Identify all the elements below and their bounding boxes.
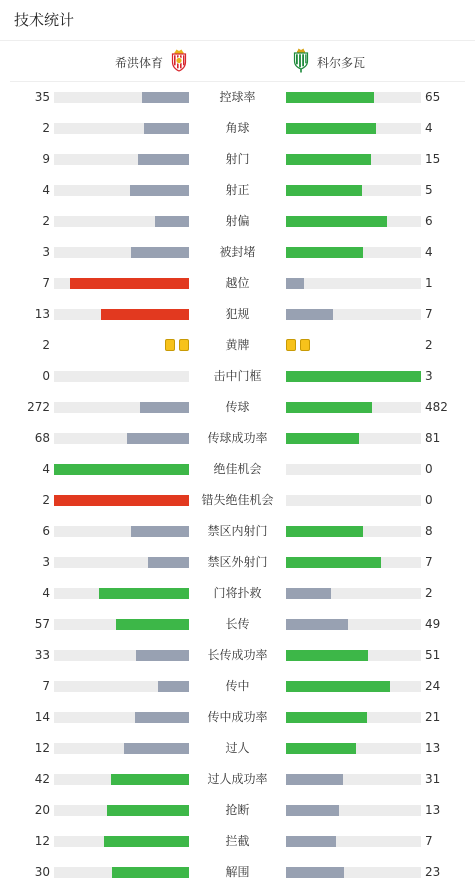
page-title: 技术统计 — [14, 11, 75, 29]
away-bar-fill — [286, 371, 421, 382]
away-stat-value: 7 — [425, 555, 433, 569]
home-stat-value: 4 — [42, 586, 50, 600]
home-bar-fill — [112, 867, 189, 878]
home-bar-track — [54, 588, 189, 599]
away-stat-value: 4 — [425, 245, 433, 259]
team-header — [0, 44, 475, 80]
away-bar-fill — [286, 836, 336, 847]
away-bar-fill — [286, 309, 333, 320]
home-stat-value: 6 — [42, 524, 50, 538]
stat-row — [0, 516, 475, 547]
away-stat-value: 13 — [425, 741, 441, 755]
away-stat-value: 23 — [425, 865, 441, 879]
home-bar-track — [54, 216, 189, 227]
away-bar-track — [286, 278, 421, 289]
home-stat-value: 7 — [42, 276, 50, 290]
home-bar-fill — [124, 743, 189, 754]
away-bar-track — [286, 619, 421, 630]
away-stat-value: 4 — [425, 121, 433, 135]
home-bar-fill — [142, 92, 189, 103]
stat-row — [0, 547, 475, 578]
stat-label: 拦截 — [225, 834, 250, 848]
stat-row — [0, 82, 475, 113]
stat-label: 过人成功率 — [207, 772, 268, 786]
home-bar-track — [54, 836, 189, 847]
home-stat-value: 2 — [42, 493, 50, 507]
stat-row — [0, 237, 475, 268]
away-bar-track — [286, 247, 421, 258]
away-bar-track — [286, 526, 421, 537]
stat-row — [0, 764, 475, 795]
home-bar-track — [54, 371, 189, 382]
home-stat-value: 12 — [34, 741, 50, 755]
stat-label: 门将扑救 — [213, 586, 262, 600]
stat-row — [0, 671, 475, 702]
away-bar-fill — [286, 588, 331, 599]
away-bar-fill — [286, 278, 304, 289]
yellow-card-icon — [179, 339, 189, 351]
away-bar-fill — [286, 805, 339, 816]
title-divider — [0, 40, 475, 41]
home-bar-fill — [131, 526, 189, 537]
home-bar-fill — [116, 619, 189, 630]
stat-row — [0, 330, 475, 361]
away-bar-track — [286, 123, 421, 134]
home-bar-track — [54, 619, 189, 630]
home-stat-value: 4 — [42, 183, 50, 197]
home-stat-value: 12 — [34, 834, 50, 848]
away-bar-track — [286, 836, 421, 847]
home-bar-track — [54, 402, 189, 413]
away-stat-value: 3 — [425, 369, 433, 383]
stat-row — [0, 609, 475, 640]
stat-label: 射正 — [225, 183, 250, 197]
home-bar-track — [54, 123, 189, 134]
away-stat-value: 21 — [425, 710, 441, 724]
away-stat-value: 8 — [425, 524, 433, 538]
away-bar-track — [286, 433, 421, 444]
stat-label: 传球成功率 — [207, 431, 268, 445]
home-bar-fill — [140, 402, 189, 413]
stat-row — [0, 392, 475, 423]
away-stat-value: 0 — [425, 462, 433, 476]
stat-label: 传球 — [225, 400, 250, 414]
away-stat-value: 65 — [425, 90, 441, 104]
away-bar-fill — [286, 402, 372, 413]
home-bar-track — [54, 154, 189, 165]
away-bar-track — [286, 588, 421, 599]
stat-row — [0, 826, 475, 857]
yellow-card-icon — [165, 339, 175, 351]
away-team-name: 科尔多瓦 — [317, 55, 366, 70]
home-bar-fill — [135, 712, 189, 723]
home-bar-track — [54, 557, 189, 568]
away-stat-value: 51 — [425, 648, 441, 662]
away-bar-fill — [286, 774, 343, 785]
away-bar-track — [286, 402, 421, 413]
away-bar-track — [286, 557, 421, 568]
home-stat-value: 7 — [42, 679, 50, 693]
stat-label: 被封堵 — [219, 245, 256, 259]
stat-label: 过人 — [225, 741, 250, 755]
stat-row — [0, 857, 475, 888]
home-stat-value: 30 — [34, 865, 50, 879]
home-bar-track — [54, 743, 189, 754]
away-bar-fill — [286, 743, 356, 754]
away-bar-track — [286, 464, 421, 475]
home-bar-fill — [54, 464, 189, 475]
away-stat-value: 49 — [425, 617, 441, 631]
away-bar-track — [286, 743, 421, 754]
home-team[interactable] — [115, 44, 187, 80]
home-bar-track — [54, 650, 189, 661]
stat-row — [0, 454, 475, 485]
away-bar-fill — [286, 681, 390, 692]
away-bar-fill — [286, 247, 363, 258]
away-bar-track — [286, 185, 421, 196]
home-bar-fill — [131, 247, 189, 258]
home-stat-value: 68 — [34, 431, 50, 445]
stat-row — [0, 268, 475, 299]
home-bar-track — [54, 805, 189, 816]
stat-row — [0, 144, 475, 175]
stat-label: 击中门框 — [213, 369, 262, 383]
home-bar-track — [54, 247, 189, 258]
away-bar-track — [286, 92, 421, 103]
home-bar-fill — [54, 495, 189, 506]
yellow-card-icon — [286, 339, 296, 351]
home-bar-track — [54, 309, 189, 320]
stat-label: 解围 — [225, 865, 250, 879]
stat-label: 控球率 — [219, 90, 256, 104]
away-bar-fill — [286, 154, 371, 165]
away-yellow-cards — [286, 339, 310, 351]
away-bar-track — [286, 650, 421, 661]
home-bar-track — [54, 185, 189, 196]
home-stat-value: 13 — [34, 307, 50, 321]
home-bar-track — [54, 464, 189, 475]
home-stat-value: 9 — [42, 152, 50, 166]
away-stat-value: 2 — [425, 338, 433, 352]
home-bar-fill — [136, 650, 189, 661]
sporting-gijon-crest-icon — [171, 48, 187, 76]
home-stat-value: 14 — [34, 710, 50, 724]
away-bar-track — [286, 309, 421, 320]
stat-row — [0, 640, 475, 671]
away-bar-fill — [286, 867, 344, 878]
home-bar-fill — [148, 557, 189, 568]
away-bar-track — [286, 371, 421, 382]
home-bar-fill — [130, 185, 189, 196]
home-stat-value: 0 — [42, 369, 50, 383]
home-stat-value: 20 — [34, 803, 50, 817]
stat-label: 犯规 — [225, 307, 250, 321]
home-bar-fill — [127, 433, 189, 444]
home-bar-track — [54, 278, 189, 289]
away-bar-fill — [286, 619, 348, 630]
stat-row — [0, 733, 475, 764]
stat-row — [0, 485, 475, 516]
stat-label: 禁区外射门 — [207, 555, 268, 569]
away-bar-track — [286, 867, 421, 878]
away-stat-value: 81 — [425, 431, 441, 445]
away-bar-track — [286, 216, 421, 227]
away-bar-fill — [286, 216, 387, 227]
home-bar-fill — [158, 681, 189, 692]
stat-label: 长传成功率 — [207, 648, 268, 662]
stat-label: 错失绝佳机会 — [201, 493, 274, 507]
home-bar-track — [54, 526, 189, 537]
home-bar-fill — [101, 309, 189, 320]
stat-row — [0, 113, 475, 144]
home-bar-track — [54, 867, 189, 878]
stat-label: 传中成功率 — [207, 710, 268, 724]
away-bar-fill — [286, 712, 367, 723]
home-stat-value: 35 — [34, 90, 50, 104]
stats-list — [0, 82, 475, 888]
away-stat-value: 24 — [425, 679, 441, 693]
away-stat-value: 2 — [425, 586, 433, 600]
home-stat-value: 272 — [27, 400, 50, 414]
away-stat-value: 15 — [425, 152, 441, 166]
away-bar-track — [286, 495, 421, 506]
stat-row — [0, 175, 475, 206]
home-stat-value: 3 — [42, 245, 50, 259]
away-bar-track — [286, 774, 421, 785]
home-stat-value: 2 — [42, 338, 50, 352]
stat-label: 抢断 — [225, 803, 250, 817]
away-bar-fill — [286, 92, 374, 103]
home-bar-fill — [155, 216, 189, 227]
away-bar-track — [286, 805, 421, 816]
stat-label: 射门 — [225, 152, 250, 166]
away-stat-value: 7 — [425, 307, 433, 321]
home-bar-track — [54, 712, 189, 723]
away-stat-value: 6 — [425, 214, 433, 228]
stat-label: 长传 — [225, 617, 250, 631]
home-bar-fill — [144, 123, 189, 134]
home-bar-fill — [111, 774, 189, 785]
away-stat-value: 0 — [425, 493, 433, 507]
away-stat-value: 1 — [425, 276, 433, 290]
away-stat-value: 13 — [425, 803, 441, 817]
stat-label: 角球 — [225, 121, 250, 135]
stat-row — [0, 361, 475, 392]
home-bar-fill — [138, 154, 189, 165]
stat-row — [0, 206, 475, 237]
away-bar-track — [286, 681, 421, 692]
home-bar-fill — [70, 278, 189, 289]
home-bar-track — [54, 433, 189, 444]
away-bar-track — [286, 154, 421, 165]
home-stat-value: 42 — [34, 772, 50, 786]
stat-row — [0, 423, 475, 454]
home-stat-value: 2 — [42, 121, 50, 135]
home-yellow-cards — [165, 339, 189, 351]
away-bar-fill — [286, 123, 376, 134]
stat-label: 射偏 — [225, 214, 250, 228]
cordoba-crest-icon — [293, 47, 309, 77]
home-bar-track — [54, 774, 189, 785]
yellow-card-icon — [300, 339, 310, 351]
stat-label: 绝佳机会 — [213, 462, 262, 476]
away-bar-track — [286, 712, 421, 723]
away-bar-fill — [286, 185, 362, 196]
stat-label: 越位 — [225, 276, 250, 290]
home-bar-track — [54, 92, 189, 103]
away-stat-value: 5 — [425, 183, 433, 197]
stat-label: 传中 — [225, 679, 250, 693]
stat-label: 黄牌 — [225, 338, 250, 352]
home-bar-fill — [104, 836, 189, 847]
home-team-name: 希洪体育 — [114, 55, 163, 70]
away-team[interactable] — [293, 44, 365, 80]
home-bar-track — [54, 681, 189, 692]
away-bar-fill — [286, 557, 381, 568]
away-bar-fill — [286, 526, 363, 537]
home-bar-track — [54, 495, 189, 506]
stat-row — [0, 795, 475, 826]
away-stat-value: 7 — [425, 834, 433, 848]
home-stat-value: 33 — [34, 648, 50, 662]
away-bar-fill — [286, 650, 368, 661]
home-stat-value: 2 — [42, 214, 50, 228]
home-stat-value: 57 — [34, 617, 50, 631]
stat-row — [0, 702, 475, 733]
home-stat-value: 4 — [42, 462, 50, 476]
stat-label: 禁区内射门 — [207, 524, 268, 538]
away-stat-value: 482 — [425, 400, 448, 414]
home-bar-fill — [99, 588, 189, 599]
home-stat-value: 3 — [42, 555, 50, 569]
home-bar-fill — [107, 805, 189, 816]
away-bar-fill — [286, 433, 359, 444]
stat-row — [0, 578, 475, 609]
stat-row — [0, 299, 475, 330]
away-stat-value: 31 — [425, 772, 441, 786]
